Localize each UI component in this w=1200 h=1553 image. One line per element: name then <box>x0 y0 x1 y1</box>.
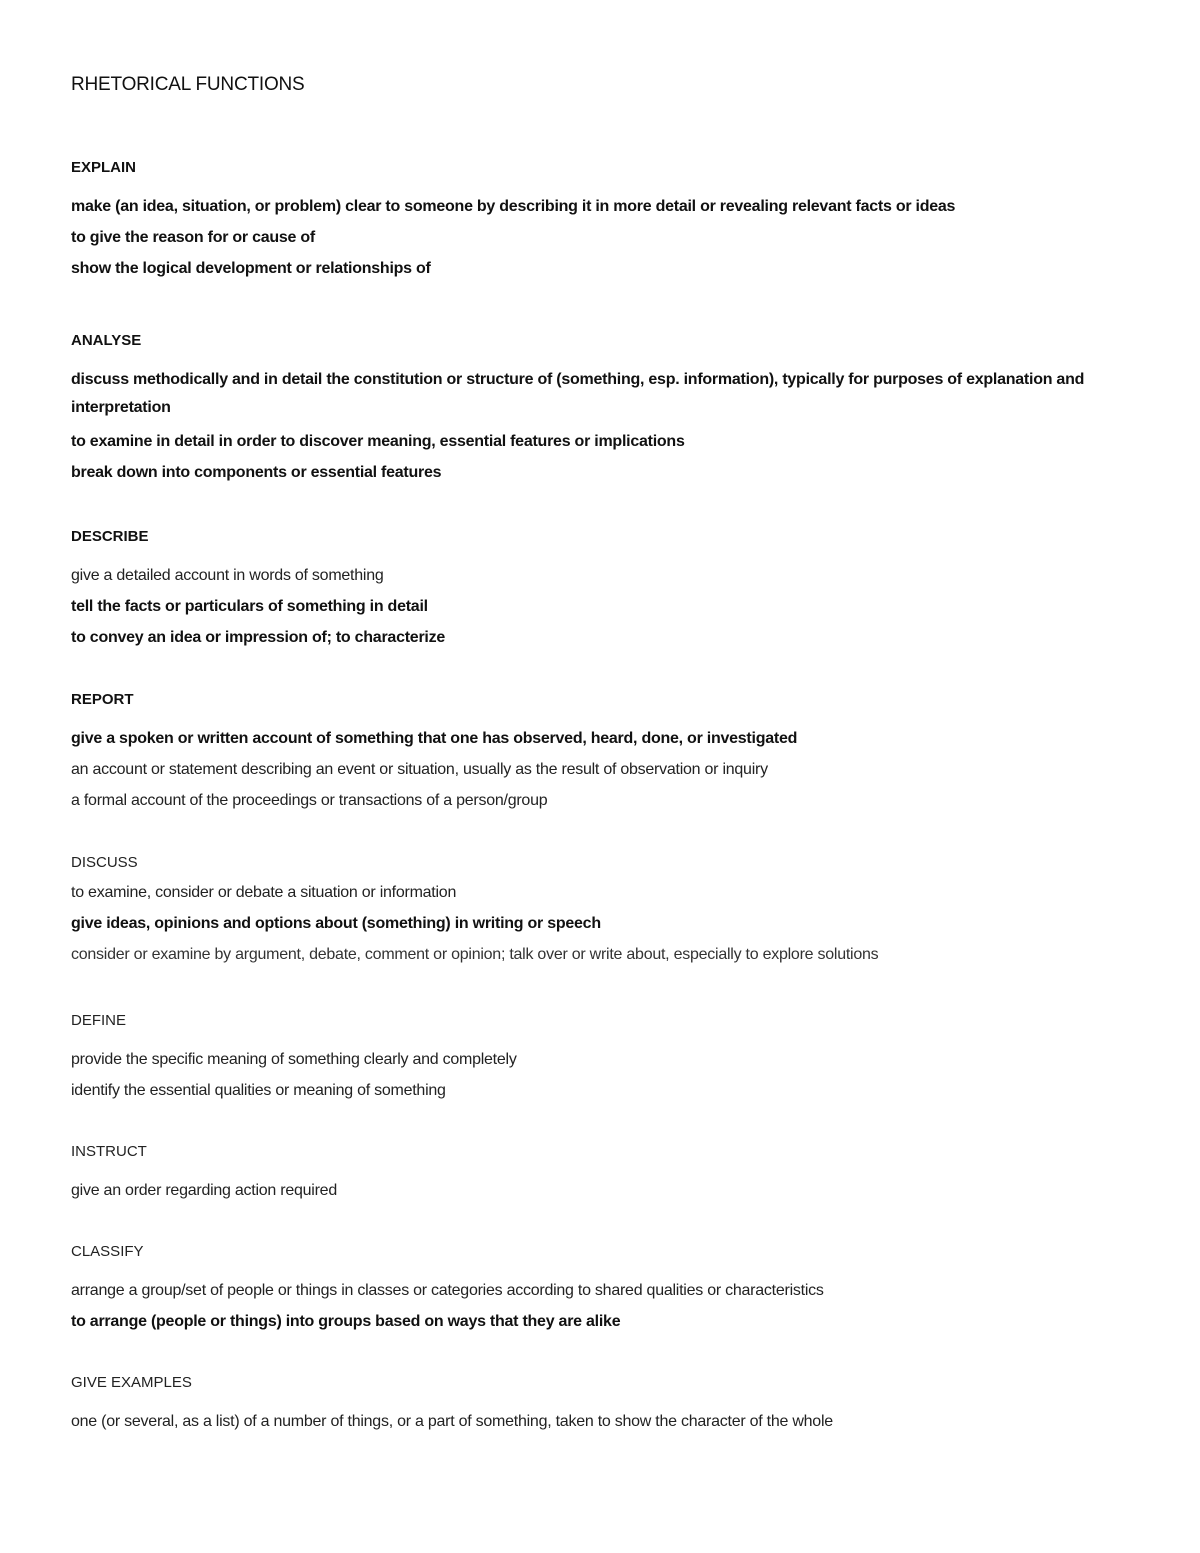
definition-line: a formal account of the proceedings or transactions of a person/group <box>71 792 548 809</box>
definition-line: to arrange (people or things) into groups based on ways that they are alike <box>71 1313 621 1330</box>
definition-line: consider or examine by argument, debate, comment or opinion; talk over or write about, especially to explore solutions <box>71 946 879 963</box>
document-title: RHETORICAL FUNCTIONS <box>71 74 305 95</box>
section-report <box>71 690 1141 818</box>
definition-line: to give the reason for or cause of <box>71 229 315 246</box>
section-heading: CLASSIFY <box>71 1243 144 1260</box>
section-define <box>71 1011 1141 1108</box>
section-discuss <box>71 853 1141 972</box>
section-classify <box>71 1242 1141 1339</box>
section-heading: ANALYSE <box>71 332 142 349</box>
definition-line: one (or several, as a list) of a number of things, or a part of something, taken to show the character of the whole <box>71 1413 833 1430</box>
section-heading: DEFINE <box>71 1012 127 1029</box>
section-explain <box>71 158 1141 286</box>
section-describe <box>71 527 1141 655</box>
section-analyse <box>71 331 1141 490</box>
definition-line: provide the specific meaning of something clearly and completely <box>71 1051 517 1068</box>
section-heading: REPORT <box>71 691 134 708</box>
section-instruct <box>71 1142 1141 1208</box>
section-heading: EXPLAIN <box>71 159 137 176</box>
section-heading: DESCRIBE <box>71 528 149 545</box>
definition-line: to examine in detail in order to discover meaning, essential features or implications <box>71 433 685 450</box>
section-heading: DISCUSS <box>71 854 138 871</box>
definition-line: to convey an idea or impression of; to characterize <box>71 629 446 646</box>
section-heading: GIVE EXAMPLES <box>71 1374 192 1391</box>
section-give-examples <box>71 1373 1141 1439</box>
definition-line: break down into components or essential features <box>71 464 442 481</box>
section-heading: INSTRUCT <box>71 1143 147 1160</box>
definition-line: an account or statement describing an event or situation, usually as the result of observation or inquiry <box>71 761 768 778</box>
definition-line: give an order regarding action required <box>71 1182 337 1199</box>
definition-line: identify the essential qualities or meaning of something <box>71 1082 446 1099</box>
definition-line: discuss methodically and in detail the constitution or structure of (something, esp. information), typically for purposes of explanation and interpretation <box>71 371 1085 416</box>
definition-line: to examine, consider or debate a situation or information <box>71 884 457 901</box>
definition-line: arrange a group/set of people or things in classes or categories according to shared qualities or characteristics <box>71 1282 824 1299</box>
definition-line: give ideas, opinions and options about (something) in writing or speech <box>71 915 601 932</box>
definition-line: give a detailed account in words of something <box>71 567 384 584</box>
definition-line: give a spoken or written account of something that one has observed, heard, done, or investigated <box>71 730 798 747</box>
definition-line: show the logical development or relationships of <box>71 260 431 277</box>
definition-line: make (an idea, situation, or problem) clear to someone by describing it in more detail or revealing relevant facts or ideas <box>71 198 956 215</box>
definition-line: tell the facts or particulars of something in detail <box>71 598 428 615</box>
